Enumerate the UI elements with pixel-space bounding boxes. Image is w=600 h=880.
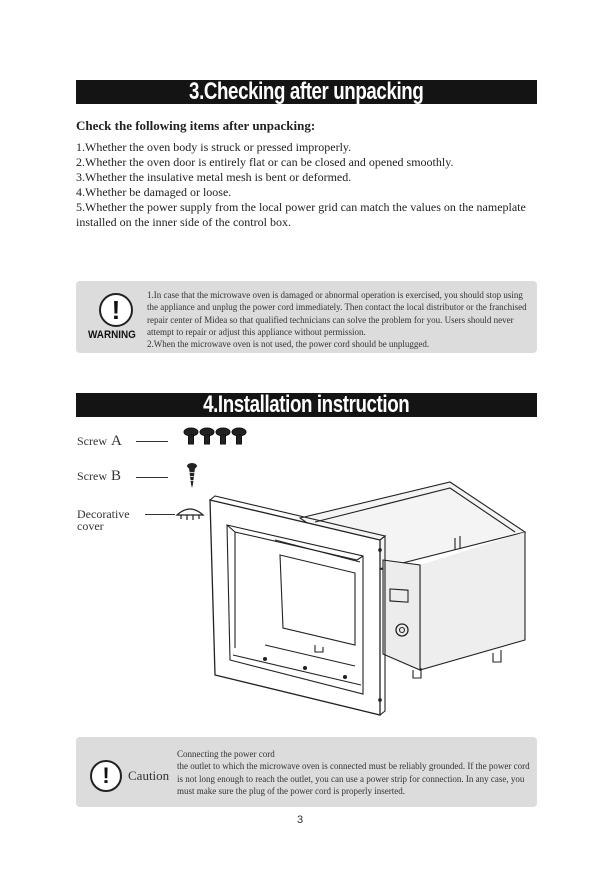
caution-box <box>76 737 537 807</box>
warning-line: 1.In case that the microwave oven is damaged or abnormal operation is exercised, you should stop using the appliance and unplug the power cord immediately. Then contact the local distributor or the franchised repair center of Midea so that qualified technicians can solve the problem for you. Users should never attempt to repair or adjust this appliance without permission. <box>147 290 527 337</box>
exclamation-icon: ! <box>99 293 133 327</box>
installation-illustration <box>205 470 535 720</box>
caution-line: the outlet to which the microwave oven is connected must be reliably grounded. If the power cord is not long enough to reach the outlet, you can use a power strip for connection. In any case, you must make sure the plug of the power cord is properly inserted. <box>177 761 530 796</box>
warning-text <box>147 289 532 350</box>
warning-box <box>76 281 537 353</box>
exclamation-icon: ! <box>90 760 122 792</box>
screw-a-icon <box>216 428 230 444</box>
warning-label: WARNING <box>88 329 136 341</box>
part-prefix: Screw <box>77 434 107 448</box>
part-label-decorative-cover: Decorative cover <box>77 507 130 533</box>
part-letter: B <box>111 468 122 484</box>
screw-a-icon <box>200 428 214 444</box>
screw-b-icon <box>184 462 200 490</box>
leader-line <box>136 441 168 442</box>
section-4-title: 4.Installation instruction <box>76 393 537 417</box>
part-label-screw-b <box>77 468 121 485</box>
checklist-item: 3.Whether the insulative metal mesh is bent or deformed. <box>76 170 352 184</box>
checklist-heading: Check the following items after unpacking: <box>76 118 316 133</box>
page-number: 3 <box>296 814 304 826</box>
checklist <box>76 140 546 230</box>
checklist-item: 2.Whether the oven door is entirely flat or can be closed and opened smoothly. <box>76 155 454 169</box>
part-label-screw-a <box>77 433 122 450</box>
warning-line: 2.When the microwave oven is not used, the power cord should be unplugged. <box>147 339 430 350</box>
checklist-item: 1.Whether the oven body is struck or pressed improperly. <box>76 140 352 154</box>
screw-a-icon <box>184 428 198 444</box>
part-letter: A <box>111 433 122 449</box>
caution-text <box>177 748 532 797</box>
part-prefix: Screw <box>77 469 107 483</box>
decorative-cover-icon <box>175 505 205 521</box>
caution-label: Caution <box>128 768 170 783</box>
leader-line <box>145 514 175 515</box>
checklist-item: 5.Whether the power supply from the local power grid can match the values on the nameplate installed on the inner side of the control box. <box>76 200 526 229</box>
caution-line: Connecting the power cord <box>177 749 275 759</box>
screw-a-illustration <box>180 426 260 448</box>
leader-line <box>136 477 168 478</box>
checklist-item: 4.Whether be damaged or loose. <box>76 185 232 199</box>
screw-a-icon <box>232 428 246 444</box>
section-3-title: 3.Checking after unpacking <box>76 80 537 104</box>
